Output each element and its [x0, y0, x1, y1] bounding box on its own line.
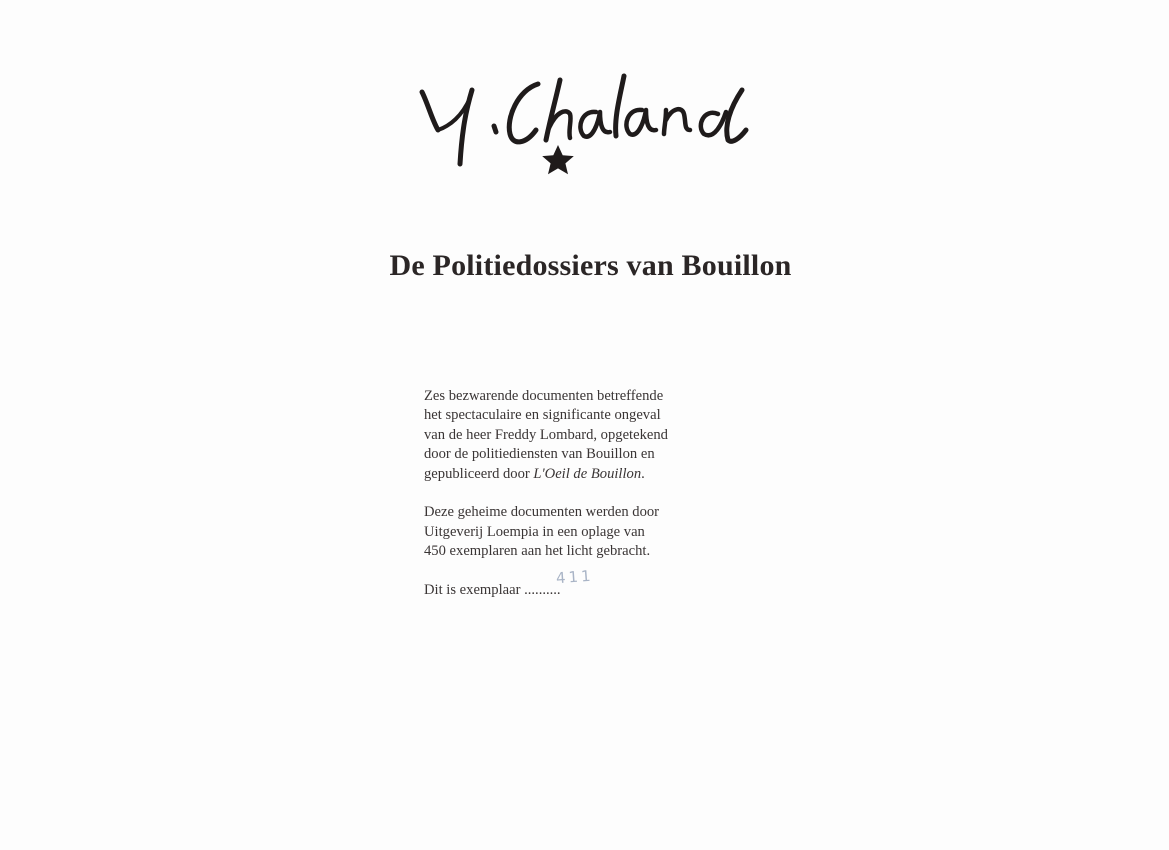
description-paragraph [424, 387, 764, 484]
signature [410, 68, 755, 188]
newspaper-name: L'Oeil de Bouillon [533, 465, 642, 482]
copy-number-label: Dit is exemplaar .......... [424, 582, 561, 599]
description-line: door de politiediensten van Bouillon en [424, 446, 655, 463]
description-line: Zes bezwarende documenten betreffende [424, 388, 664, 404]
copy-number-line [424, 566, 764, 600]
signature-drawing [410, 68, 755, 188]
description-line [424, 465, 764, 484]
publisher-prefix: gepubliceerd door [424, 465, 534, 482]
publisher-suffix: . [641, 465, 645, 482]
description-line: van de heer Freddy Lombard, opgetekend [424, 426, 668, 443]
handwritten-copy-number: 411 [555, 566, 595, 588]
book-title [0, 249, 1169, 283]
book-title-text: De Politiedossiers van Bouillon [389, 249, 792, 282]
edition-paragraph [424, 503, 764, 561]
edition-line: 450 exemplaren aan het licht gebracht. [424, 543, 651, 560]
star-icon [542, 145, 574, 174]
colophon-text [424, 387, 764, 620]
description-line: het spectaculaire en significante ongeval [424, 407, 661, 424]
edition-line: Deze geheime documenten werden door [424, 504, 660, 521]
edition-line: Uitgeverij Loempia in een oplage van [424, 523, 645, 540]
